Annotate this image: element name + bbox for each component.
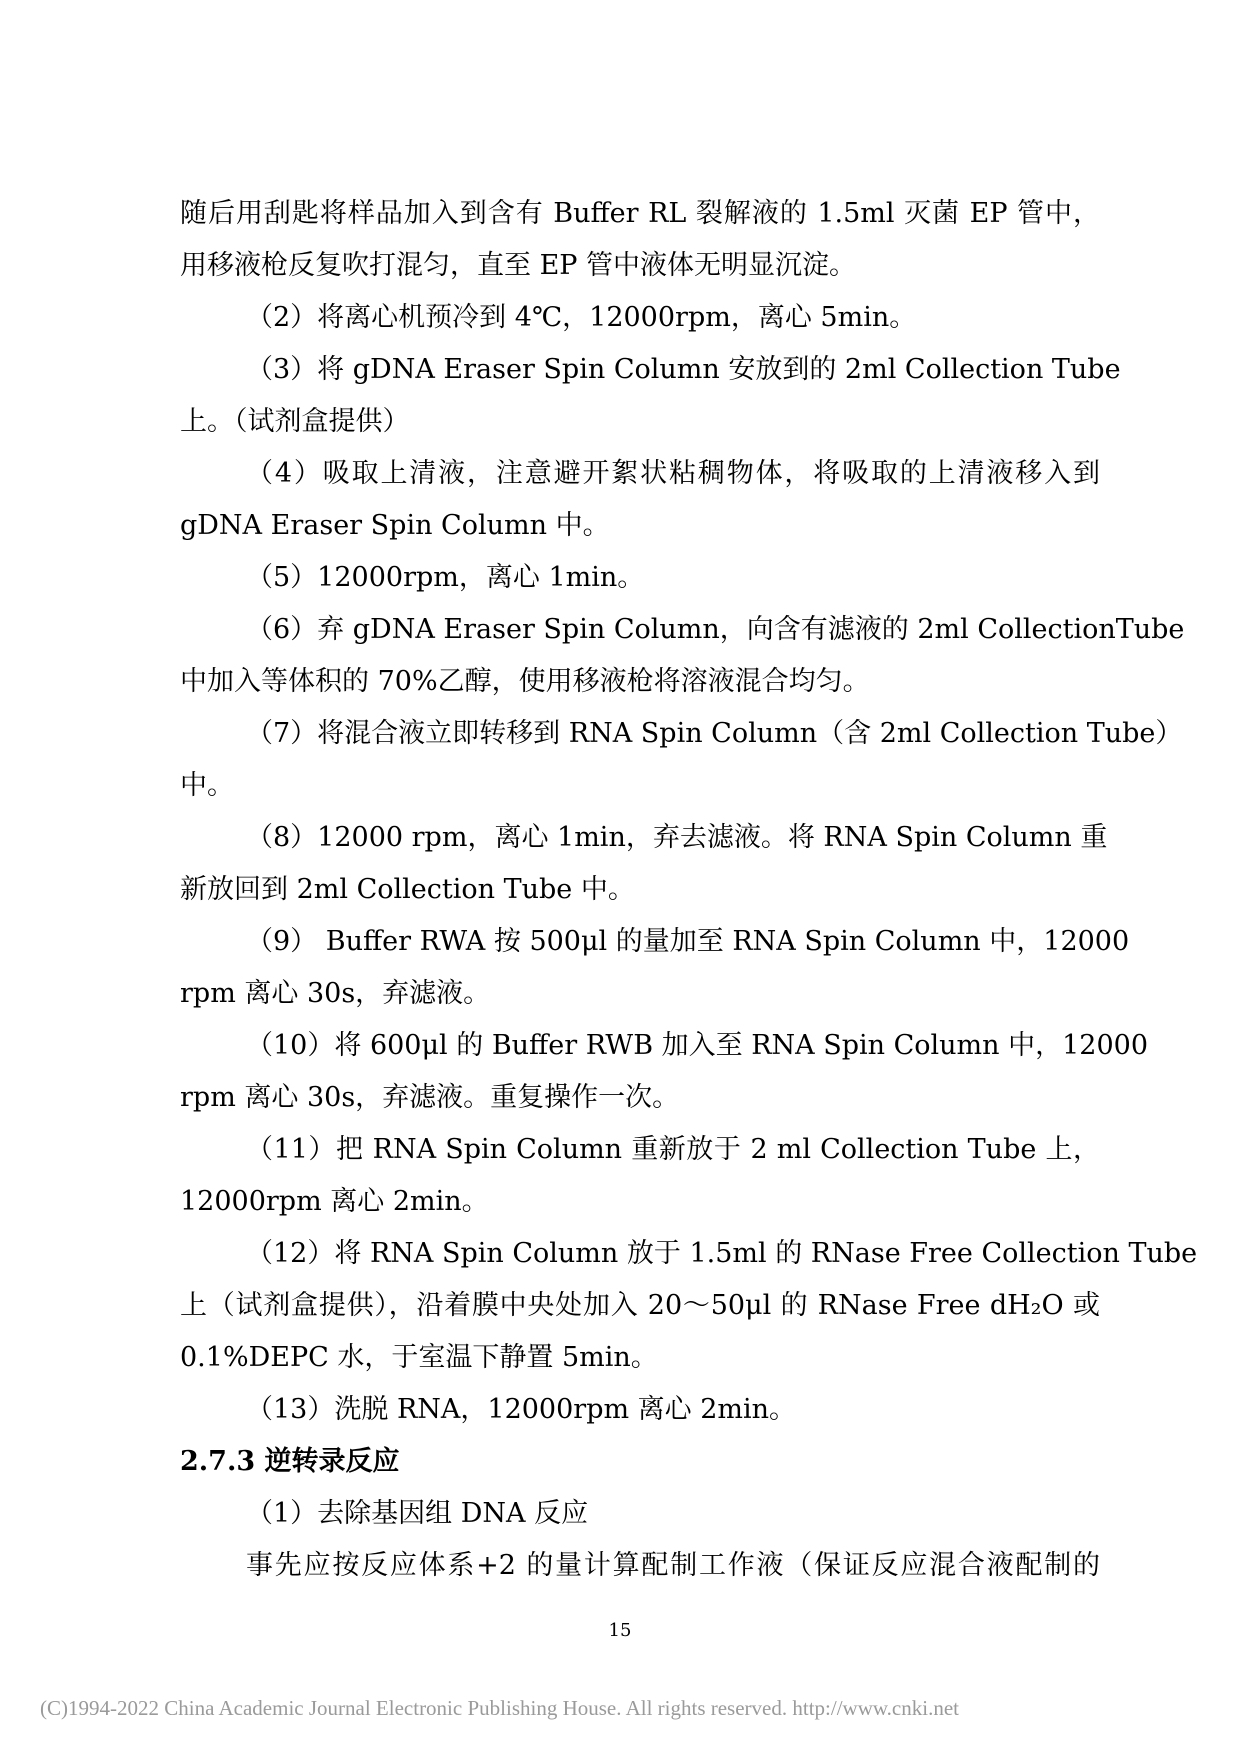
text-line: （10）将 600μl 的 Buffer RWB 加入至 RNA Spin Column 中，12000 <box>246 1030 1149 1061</box>
text-line: 中。 <box>180 770 234 801</box>
body-text <box>180 188 1198 1592</box>
text-line: （11）把 RNA Spin Column 重新放于 2 ml Collection Tube 上， <box>246 1134 1100 1165</box>
text-line: （9） Buffer RWA 按 500μl 的量加至 RNA Spin Column 中，12000 <box>246 926 1130 957</box>
text-line: （6）弃 gDNA Eraser Spin Column，向含有滤液的 2ml CollectionTube <box>246 614 1185 645</box>
page-number: 15 <box>608 1620 632 1641</box>
text-line: gDNA Eraser Spin Column 中。 <box>180 510 610 541</box>
text-line: （3）将 gDNA Eraser Spin Column 安放到的 2ml Collection Tube <box>246 354 1121 385</box>
text-line: rpm 离心 30s，弃滤液。 <box>180 978 491 1009</box>
text-line: 用移液枪反复吹打混匀，直至 EP 管中液体无明显沉淀。 <box>180 250 857 281</box>
text-line: （5）12000rpm，离心 1min。 <box>246 562 645 593</box>
text-line: （12）将 RNA Spin Column 放于 1.5ml 的 RNase Free Collection Tube <box>246 1238 1198 1269</box>
text-line: （2）将离心机预冷到 4℃，12000rpm，离心 5min。 <box>246 302 917 333</box>
text-line: （13）洗脱 RNA，12000rpm 离心 2min。 <box>246 1394 797 1425</box>
text-line: 中加入等体积的 70%乙醇，使用移液枪将溶液混合均匀。 <box>180 666 870 697</box>
text-line: rpm 离心 30s，弃滤液。重复操作一次。 <box>180 1082 680 1113</box>
text-line: 新放回到 2ml Collection Tube 中。 <box>180 874 635 905</box>
text-line: （7）将混合液立即转移到 RNA Spin Column（含 2ml Collection Tube） <box>246 718 1183 749</box>
text-line: 0.1%DEPC 水，于室温下静置 5min。 <box>180 1342 658 1373</box>
section-heading: 2.7.3 逆转录反应 <box>180 1446 400 1477</box>
text-line: 随后用刮匙将样品加入到含有 Buffer RL 裂解液的 1.5ml 灭菌 EP 管中， <box>180 198 1100 229</box>
text-line: 上。（试剂盒提供） <box>180 406 410 437</box>
text-line: 上（试剂盒提供），沿着膜中央处加入 20～50μl 的 RNase Free dH₂O 或 <box>180 1290 1100 1321</box>
text-line: （8）12000 rpm，离心 1min，弃去滤液。将 RNA Spin Column 重 <box>246 822 1108 853</box>
text-line: （1）去除基因组 DNA 反应 <box>246 1498 589 1529</box>
text-line: 事先应按反应体系+2 的量计算配制工作液（保证反应混合液配制的 <box>246 1550 1100 1581</box>
copyright-notice: (C)1994-2022 China Academic Journal Electronic Publishing House. All rights reserved. http://www.cnki.net <box>40 1696 959 1720</box>
text-line: 12000rpm 离心 2min。 <box>180 1186 489 1217</box>
text-line: （4）吸取上清液，注意避开絮状粘稠物体，将吸取的上清液移入到 <box>246 458 1100 489</box>
